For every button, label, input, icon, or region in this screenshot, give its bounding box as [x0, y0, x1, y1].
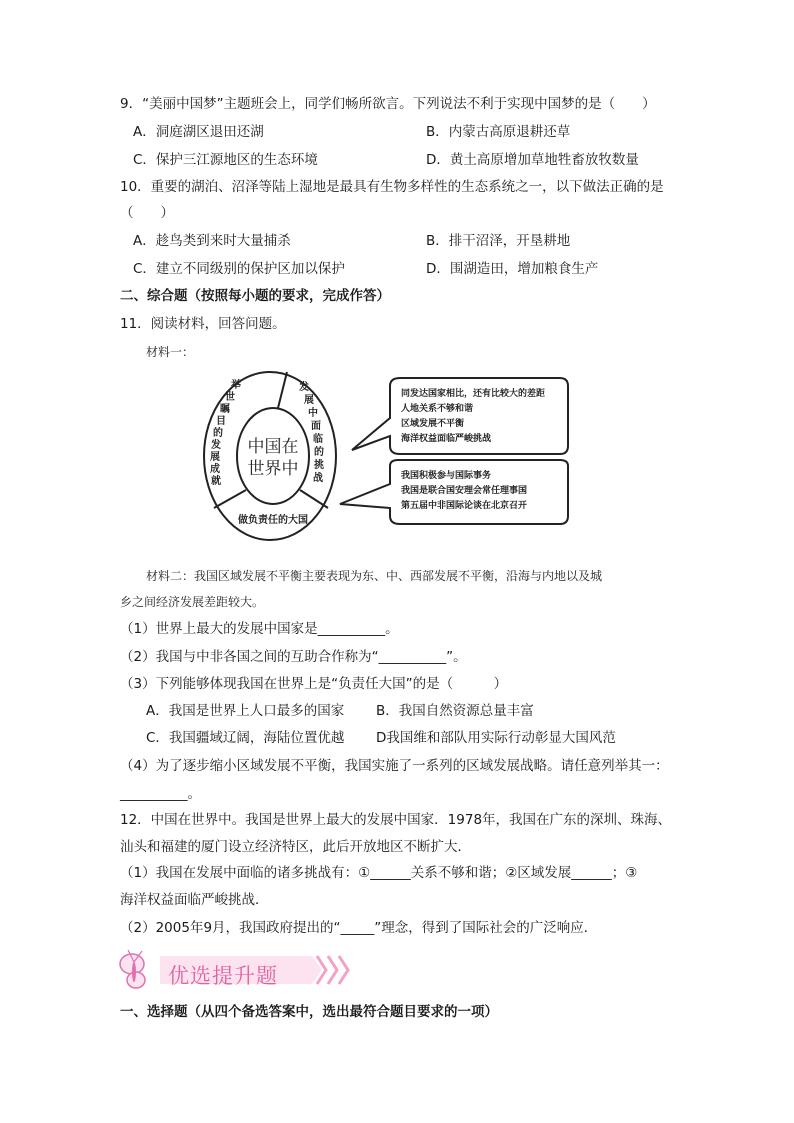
q9-option-d: D．黄土高原增加草地牲畜放牧数量	[426, 152, 639, 168]
q9-option-a: A．洞庭湖区退田还湖	[133, 124, 264, 140]
diagram-left-segment	[210, 378, 241, 487]
q11-part3-option-a: A．我国是世界上人口最多的国家	[146, 703, 345, 719]
diagram-bottom-segment: 做负责任的大国	[238, 515, 308, 526]
q10-option-c: C．建立不同级别的保护区加以保护	[133, 261, 345, 277]
q11-part1: （1）世界上最大的发展中国家是__________。	[120, 621, 399, 637]
left-segment-char: 成	[210, 464, 220, 475]
q12-part1-line1: （1）我国在发展中面临的诸多挑战有：①______关系不够和谐；②区域发展______；③	[120, 865, 638, 881]
left-segment-char: 展	[210, 452, 220, 463]
q12-line2: 汕头和福建的厦门设立经济特区，此后开放地区不断扩大．	[120, 839, 471, 855]
q11-part3-option-c: C．我国疆域辽阔，海陆位置优越	[146, 730, 345, 746]
q10-option-d: D．围湖造田，增加粮食生产	[426, 261, 599, 277]
right-segment-char: 面	[311, 421, 321, 432]
china-in-world-diagram	[200, 366, 570, 546]
left-segment-char: 举	[231, 380, 241, 391]
q10-paren: （ ）	[120, 205, 174, 221]
section-1-heading: 一、选择题（从四个备选答案中，选出最符合题目要求的一项）	[120, 1004, 498, 1020]
q11-part4-line1: （4）为了逐步缩小区域发展不平衡，我国实施了一系列的区域发展战略。请任意列举其一：	[120, 758, 669, 774]
diagram-center-line2: 世界中	[247, 459, 299, 479]
left-segment-char: 瞩	[220, 404, 230, 415]
bubble-2-line: 我国积极参与国际事务	[401, 471, 492, 481]
material-2-line2: 乡之间经济发展差距较大。	[120, 595, 265, 609]
bubble-1-line: 同发达国家相比，还有比较大的差距	[401, 389, 546, 399]
right-segment-char: 展	[304, 395, 314, 406]
bubble-1-line: 海洋权益面临严峻挑战	[401, 434, 492, 444]
bubble-2-line: 第五届中非国际论谈在北京召开	[401, 501, 528, 511]
bubble-1-line: 区域发展不平衡	[401, 419, 465, 429]
q9-option-c: C．保护三江源地区的生态环境	[133, 152, 318, 168]
q10-stem: 10．重要的湖泊、沼泽等陆上湿地是最具有生物多样性的生态系统之一，以下做法正确的是	[120, 179, 664, 195]
right-segment-char: 挑	[314, 460, 324, 471]
q11-part3-option-b: B．我国自然资源总量丰富	[376, 703, 534, 719]
q12-part1-line2: 海洋权益面临严峻挑战．	[120, 892, 269, 908]
material-2-line1: 材料二：我国区域发展不平衡主要表现为东、中、西部发展不平衡，沿海与内地以及城	[146, 569, 603, 583]
material-1-label: 材料一：	[146, 345, 195, 359]
diagram-right-segment	[298, 380, 324, 484]
q11-part3: （3）下列能够体现我国在世界上是“负责任大国”的是（ ）	[120, 676, 508, 692]
bubble-2-line: 我国是联合国安理会常任理事国	[401, 486, 528, 496]
q11-part2: （2）我国与中非各国之间的互助合作称为“__________”。	[120, 649, 467, 665]
right-segment-char: 的	[314, 447, 324, 458]
right-segment-char: 中	[308, 408, 318, 419]
left-segment-char: 就	[211, 476, 221, 487]
banner-title: 优选提升题	[168, 964, 278, 988]
butterfly-icon	[120, 950, 145, 988]
bubble-1-line: 人地关系不够和谐	[401, 404, 474, 414]
right-segment-char: 临	[313, 434, 323, 445]
left-segment-char: 发	[211, 440, 221, 451]
left-segment-char: 目	[216, 416, 226, 427]
left-segment-char: 的	[213, 428, 223, 439]
right-segment-char: 发	[299, 382, 309, 393]
q9-option-b: B．内蒙古高原退耕还草	[426, 124, 571, 140]
diagram-center-line1: 中国在	[247, 437, 299, 457]
q9-stem: 9．“美丽中国梦”主题班会上，同学们畅所欲言。下列说法不利于实现中国梦的是（ ）	[120, 96, 656, 112]
section-2-heading: 二、综合题（按照每小题的要求，完成作答）	[120, 288, 390, 304]
q10-option-b: B．排干沼泽，开垦耕地	[426, 233, 571, 249]
q11-part4-line2: __________。	[120, 786, 201, 802]
q10-option-a: A．趁鸟类到来时大量捕杀	[133, 233, 291, 249]
right-segment-char: 战	[313, 473, 323, 484]
q11-stem: 11．阅读材料，回答问题。	[120, 316, 286, 332]
q12-line1: 12．中国在世界中。我国是世界上最大的发展中国家．1978年，我国在广东的深圳、珠海、	[120, 812, 672, 828]
left-segment-char: 世	[225, 392, 235, 403]
q12-part2: （2）2005年9月，我国政府提出的“_____”理念，得到了国际社会的广泛响应．	[120, 920, 598, 936]
q11-part3-option-d: D我国维和部队用实际行动彰显大国风范	[376, 730, 616, 746]
